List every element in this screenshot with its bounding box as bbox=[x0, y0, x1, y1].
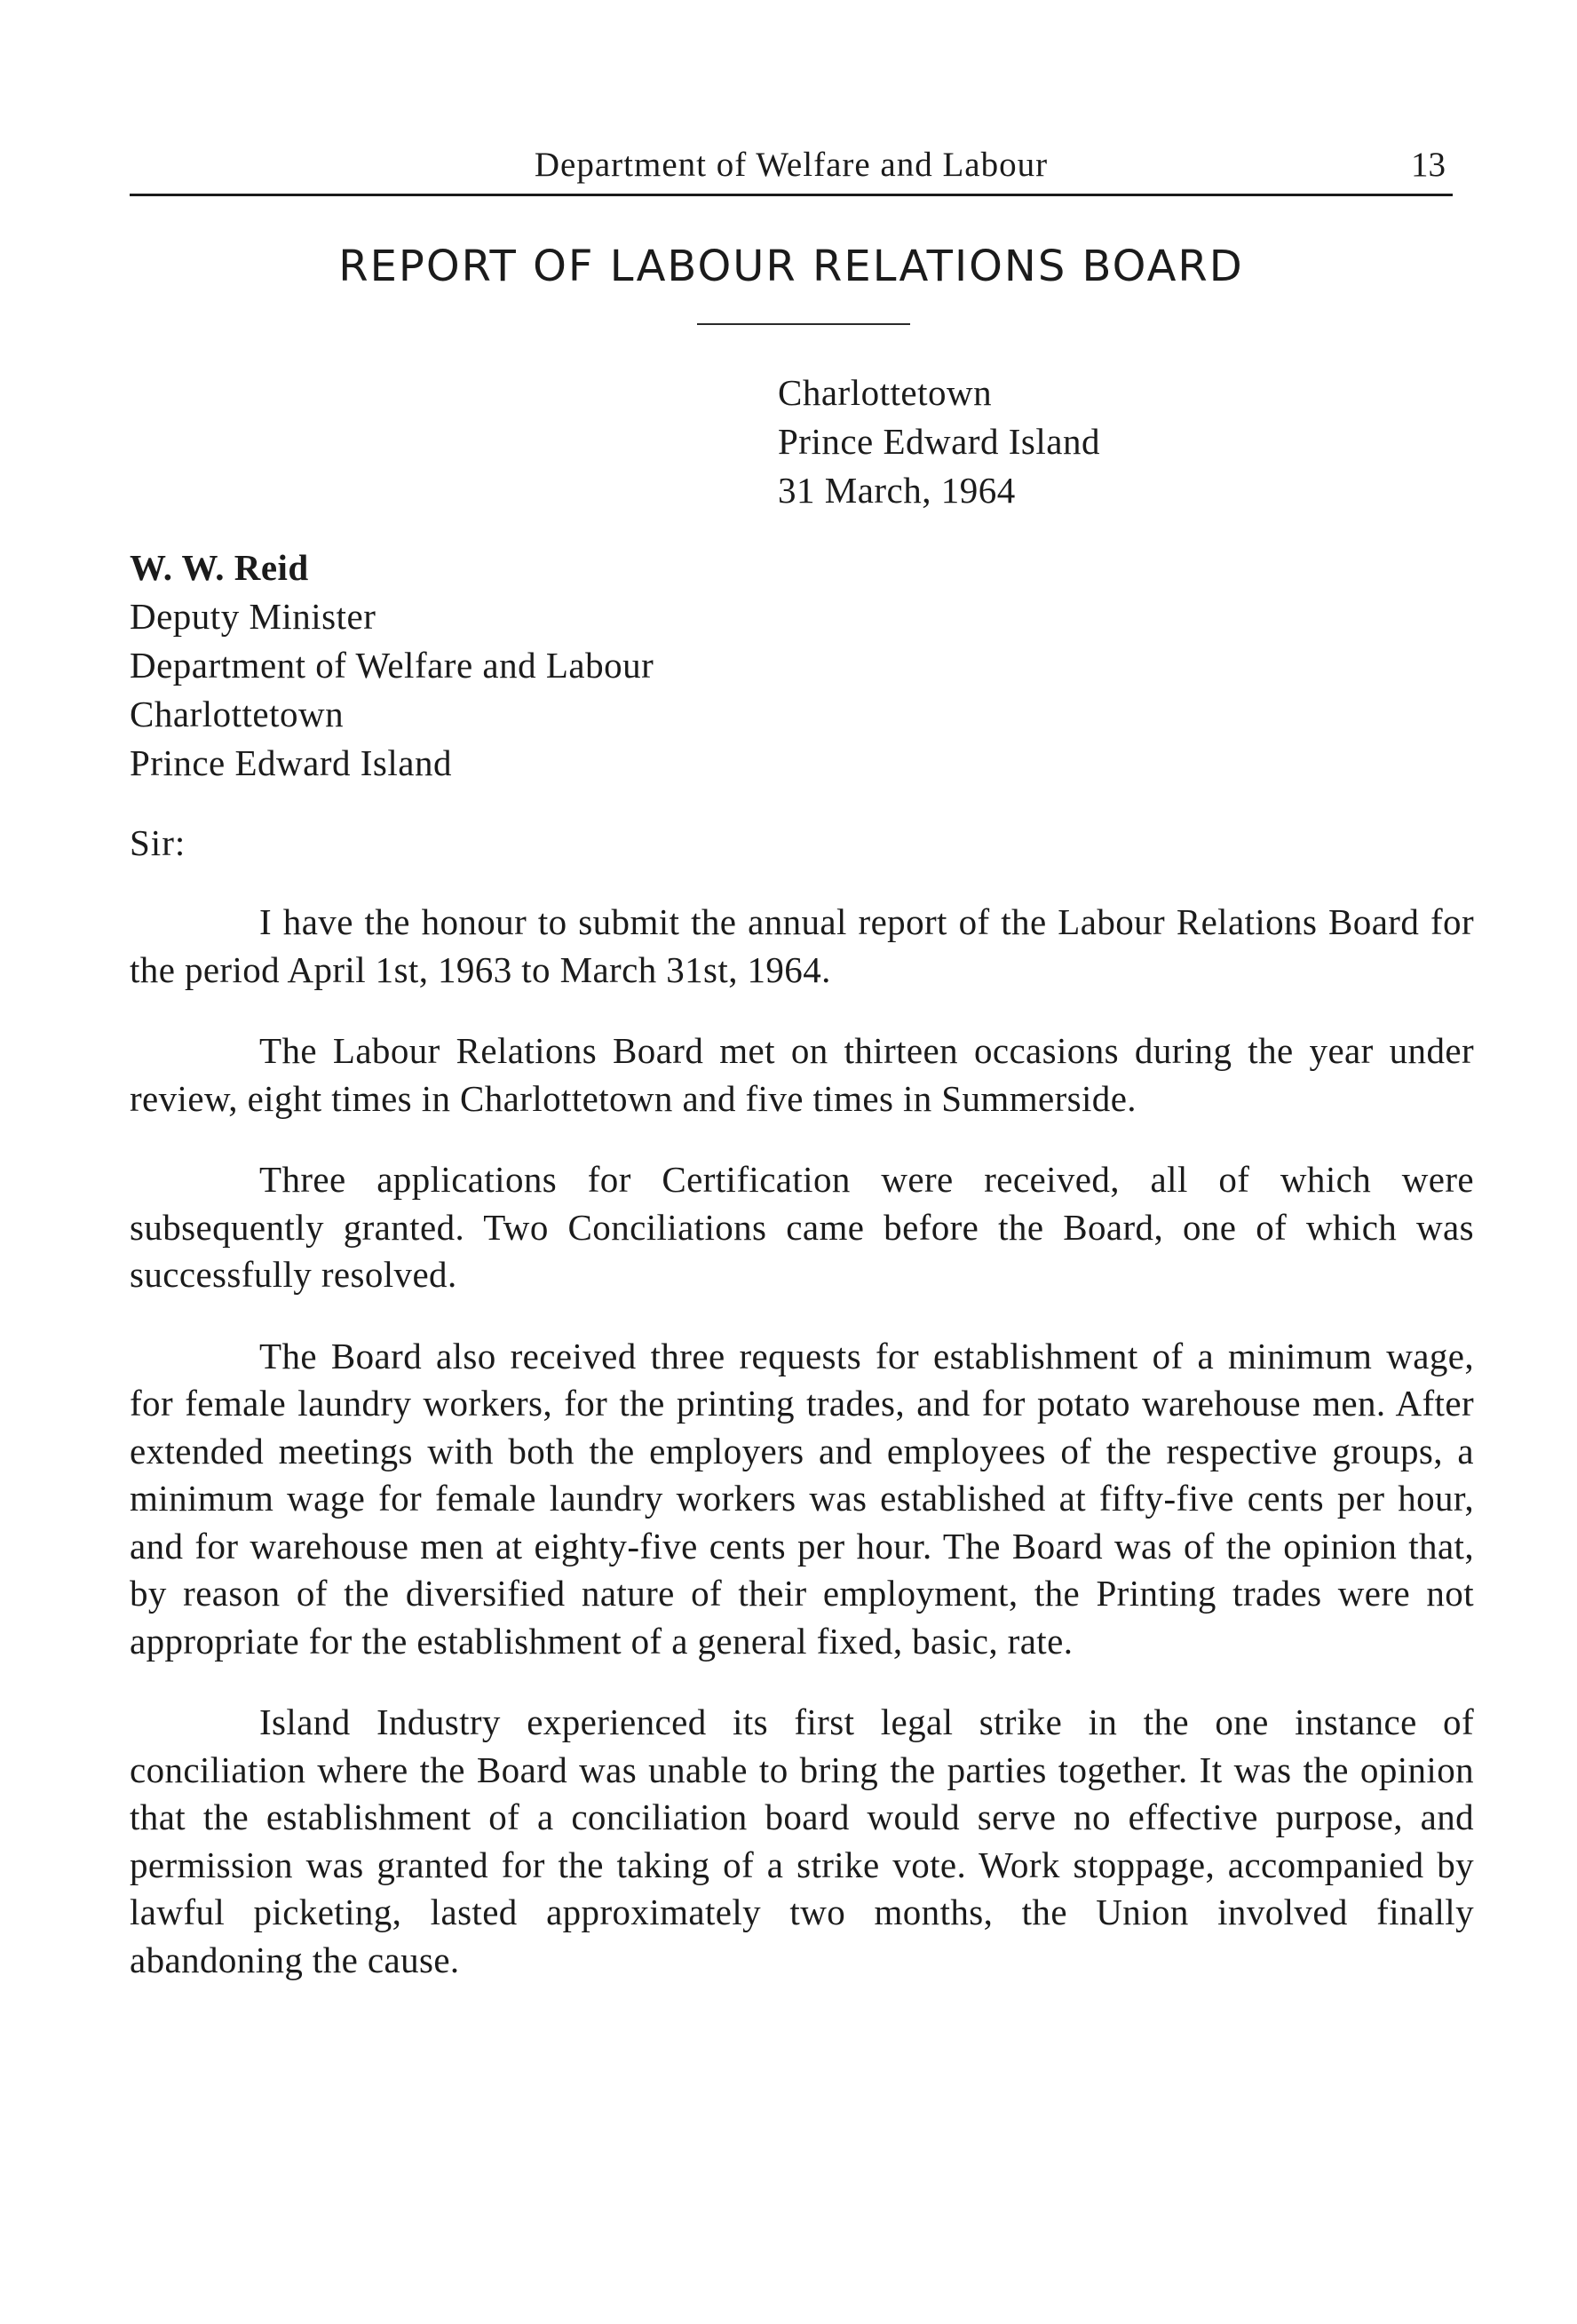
body-paragraph: Three applications for Certification were received, all of which were subsequently granted. Two Conciliations came before the Board, one of which was successfully resolved. bbox=[130, 1159, 1474, 1295]
addressee-title: Deputy Minister bbox=[130, 596, 376, 637]
title-rule bbox=[697, 323, 910, 325]
body-paragraph: I have the honour to submit the annual report of the Labour Relations Board for the period April 1st, 1963 to March 31st, 1964. bbox=[130, 901, 1474, 990]
dateline-province: Prince Edward Island bbox=[778, 421, 1100, 462]
report-body bbox=[130, 899, 1474, 2018]
dateline-date: 31 March, 1964 bbox=[778, 470, 1016, 511]
addressee-name: W. W. Reid bbox=[130, 547, 309, 588]
dateline-city: Charlottetown bbox=[778, 372, 993, 413]
running-title: Department of Welfare and Labour bbox=[534, 146, 1049, 184]
addressee-city: Charlottetown bbox=[130, 694, 345, 734]
addressee-province: Prince Edward Island bbox=[130, 742, 452, 783]
body-paragraph: The Labour Relations Board met on thirteen occasions during the year under review, eight times in Charlottetown and five times in Summerside. bbox=[130, 1030, 1474, 1119]
body-paragraph: The Board also received three requests for establishment of a minimum wage, for female laundry workers, for the printing trades, and for potato warehouse men. After extended meetings with both the employers and employees of the respective groups, a minimum wage for female laundry workers was established at fifty-five cents per hour, and for warehouse men at eighty-five cents per hour. The Board was of the opinion that, by reason of the diversified nature of their employment, the Printing trades were not appropriate for the establishment of a general fixed, basic, rate. bbox=[130, 1335, 1474, 1662]
salutation: Sir: bbox=[130, 822, 186, 863]
body-paragraph: Island Industry experienced its first legal strike in the one instance of conciliation where the Board was unable to bring the parties together. It was the opinion that the establishment of a conciliation board would serve no effective purpose, and permission was granted for the taking of a strike vote. Work stoppage, accompanied by lawful picketing, lasted approximately two months, the Union involved finally abandoning the cause. bbox=[130, 1701, 1474, 1980]
dateline bbox=[778, 369, 1100, 515]
addressee-department: Department of Welfare and Labour bbox=[130, 645, 654, 686]
running-header bbox=[130, 142, 1453, 196]
report-title: REPORT OF LABOUR RELATIONS BOARD bbox=[338, 242, 1244, 291]
addressee-block bbox=[130, 543, 654, 788]
page-number: 13 bbox=[1411, 146, 1446, 184]
